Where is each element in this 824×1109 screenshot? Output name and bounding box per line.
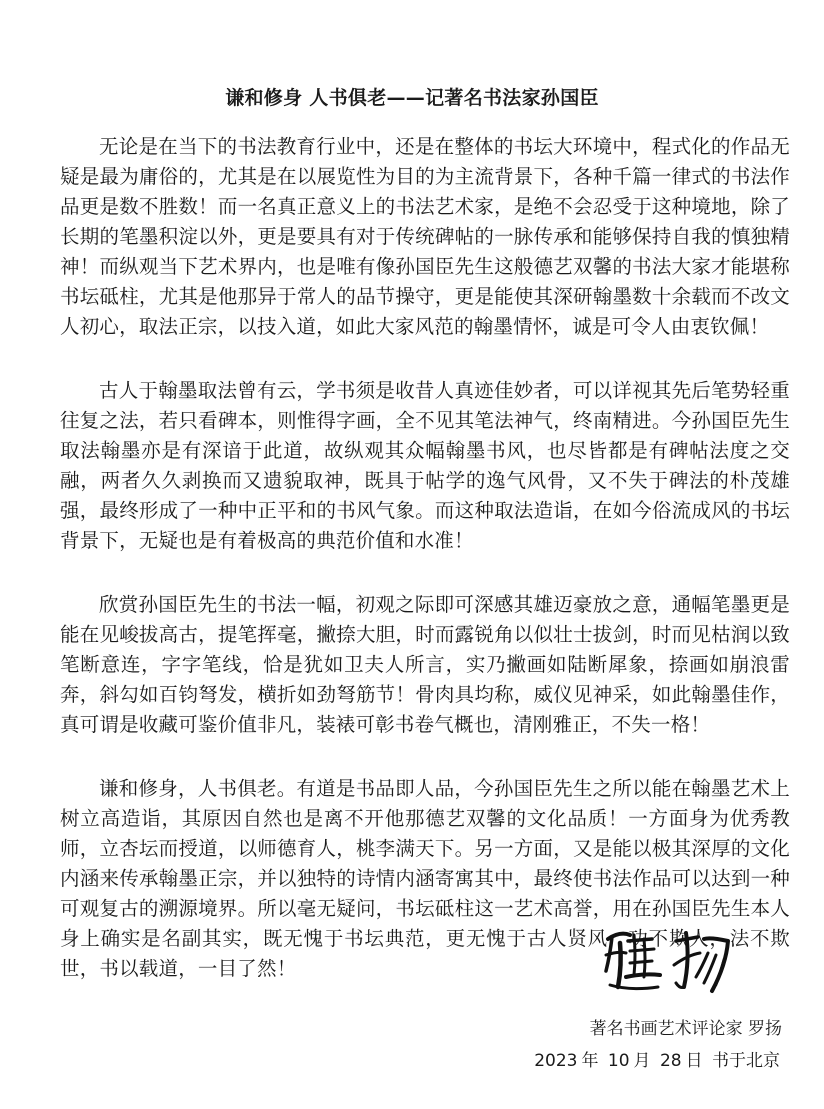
document-body xyxy=(60,132,790,1018)
paragraph-4: 谦和修身，人书俱老。有道是书品即人品，今孙国臣先生之所以能在翰墨艺术上树立高造诣，其原因自然也是离不开他那德艺双馨的文化品质！一方面身为优秀教师，立杏坛而授道，以师德育人，桃李满天下。另一方面，又是能以极其深厚的文化内涵来传承翰墨正宗，并以独特的诗情内涵寄寓其中，最终使书法作品可以达到一种可观复古的溯源境界。所以毫无疑问，书坛砥柱这一艺术高誉，用在孙国臣先生本人身上确实是名副其实，既无愧于书坛典范，更无愧于古人贤风，功不欺人，法不欺世，书以载道，一目了然！ xyxy=(60,777,790,980)
date-place: 书于北京 xyxy=(712,1051,780,1071)
paragraph-2: 古人于翰墨取法曾有云，学书须是收昔人真迹佳妙者，可以详视其先后笔势轻重往复之法，若只看碑本，则惟得字画，全不见其笔法神气，终南精进。今孙国臣先生取法翰墨亦是有深谙于此道，故纵观其众幅翰墨书风，也尽皆都是有碑帖法度之交融，两者久久剥换而又遗貌取神，既具于帖学的逸气风骨，又不失于碑法的朴茂雄强，最终形成了一种中正平和的书风气象。而这种取法造诣，在如今俗流成风的书坛背景下，无疑也是有着极高的典范价值和水准！ xyxy=(60,379,790,552)
date-year: 2023 xyxy=(534,1051,578,1071)
date-line xyxy=(532,1048,782,1074)
document-title: 谦和修身 人书俱老——记著名书法家孙国臣 xyxy=(225,87,599,109)
date-year-unit: 年 xyxy=(581,1051,599,1071)
paragraph-1: 无论是在当下的书法教育行业中，还是在整体的书坛大环境中，程式化的作品无疑是最为庸俗的，尤其是在以展览性为目的为主流背景下，各种千篇一律式的书法作品更是数不胜数！而一名真正意义上的书法艺术家，是绝不会忍受于这种境地，除了长期的笔墨积淀以外，更是要具有对于传统碑帖的一脉传承和能够保持自我的慎独精神！而纵观当下艺术界内，也是唯有像孙国臣先生这般德艺双馨的书法大家才能堪称书坛砥柱，尤其是他那异于常人的品节操守，更是能使其深研翰墨数十余载而不改文人初心，取法正宗，以技入道，如此大家风范的翰墨情怀，诚是可令人由衷钦佩！ xyxy=(60,135,790,338)
date-month: 10 xyxy=(607,1051,630,1071)
date-day-unit: 日 xyxy=(685,1051,703,1071)
signer-line: 著名书画艺术评论家 罗扬 xyxy=(589,1019,782,1039)
handwritten-signature xyxy=(600,925,740,997)
paragraph-3: 欣赏孙国臣先生的书法一幅，初观之际即可深感其雄迈豪放之意，通幅笔墨更是能在见峻拔高古，提笔挥毫，撇捺大胆，时而露锐角以似壮士拔剑，时而见枯润以致笔断意连，字字笔线，恰是犹如卫夫人所言，实乃撇画如陆断犀象，捺画如崩浪雷奔，斜勾如百钧弩发，横折如劲弩筋节！骨肉具均称，威仪见神采，如此翰墨佳作，真可谓是收藏可鉴价值非凡，装裱可彰书卷气概也，清刚雅正，不失一格！ xyxy=(60,593,790,736)
date-month-unit: 月 xyxy=(633,1051,651,1071)
date-day: 28 xyxy=(659,1051,682,1071)
